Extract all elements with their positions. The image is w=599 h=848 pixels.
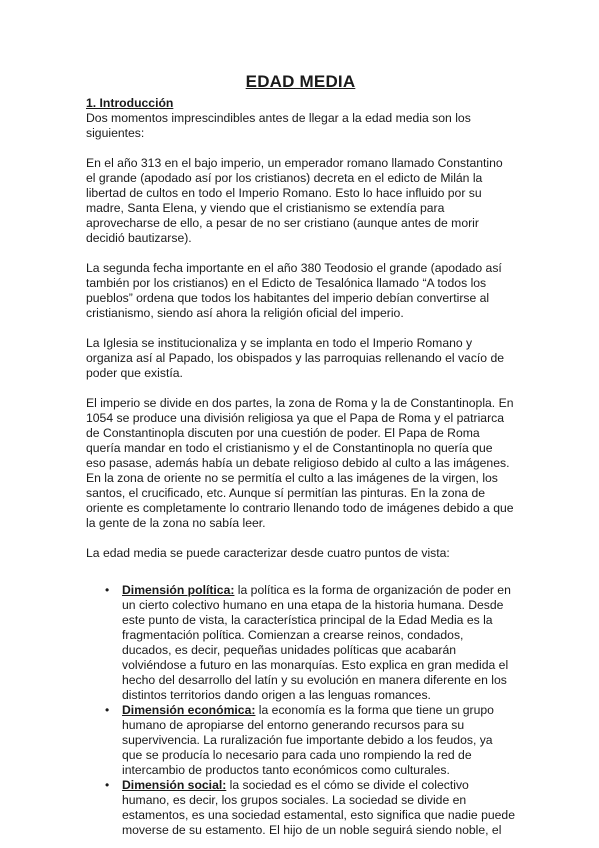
bullet-icon: • [105,703,110,717]
dimension-term: Dimensión social: [122,778,227,792]
dimension-text: la sociedad es el cómo se divide el colectivo humano, es decir, los grupos sociales. La sociedad se divide en estamentos, es una sociedad estamental, esto significa que nadie puede moverse de su estamento. El hijo de un noble seguirá siendo noble, el [122,778,515,837]
dimension-term: Dimensión política: [122,583,235,597]
list-item-dimension-social [105,778,515,838]
dimensions-list [86,583,515,838]
paragraph-division-imperio: El imperio se divide en dos partes, la zona de Roma y la de Constantinopla. En 1054 se produce una división religiosa ya que el Papa de Roma y el patriarca de Constantinopla discuten por una cuestión de poder. El Papa de Roma quería mandar en todo el cristianismo y el de Constantinopla no quería que eso pasase, además había un debate religioso debido al culto a las imágenes. En la zona de oriente no se permitía el culto a las imágenes de la virgen, los santos, el crucificado, etc. Aunque sí permitían las pinturas. En la zona de oriente es completamente lo contrario llenando todo de imágenes debido a que la gente de la zona no sabía leer. [86,396,514,530]
dimension-text: la economía es la forma que tiene un grupo humano de apropiarse del entorno generando recursos para su supervivencia. La ruralización fue importante debido a los feudos, ya que se producía lo necesario para cada uno rompiendo la red de intercambio de productos tanto económicos como culturales. [122,703,494,777]
paragraph-edicto-tesalonica: La segunda fecha importante en el año 380 Teodosio el grande (apodado así también por los cristianos) en el Edicto de Tesalónica llamado “A todos los pueblos” ordena que todos los habitantes del imperio debían convertirse al cristianismo, siendo así ahora la religión oficial del imperio. [86,261,502,320]
section-heading: 1. Introducción [86,96,174,110]
bullet-icon: • [105,778,110,792]
dimension-text: la política es la forma de organización de poder en un cierto colectivo humano en una etapa de la historia humana. Desde este punto de vista, la característica principal de la Edad Media es la fragmentación política. Comienzan a crearse reinos, condados, ducados, es decir, pequeñas unidades políticas que acabarán volviéndose a futuro en las monarquías. Esto explica en gran medida el hecho del desarrollo del latín y su evolución en manera diferente en los distintos territorios dando origen a las lenguas romances. [122,583,511,702]
list-item-dimension-economica [105,703,515,778]
paragraph-edicto-milan: En el año 313 en el bajo imperio, un emperador romano llamado Constantino el grande (apodado así por los cristianos) decreta en el edicto de Milán la libertad de cultos en todo el Imperio Romano. Esto lo hace influido por su madre, Santa Elena, y viendo que el cristianismo se extendía para aprovecharse de ello, a pesar de no ser cristiano (aunque antes de morir decidió bautizarse). [86,156,503,245]
dimension-term: Dimensión económica: [122,703,256,717]
list-item-dimension-politica [105,583,515,703]
paragraph-puntos-de-vista: La edad media se puede caracterizar desde cuatro puntos de vista: [86,546,450,560]
bullet-icon: • [105,583,110,597]
document-title: EDAD MEDIA [245,72,356,91]
paragraph-iglesia: La Iglesia se institucionaliza y se implanta en todo el Imperio Romano y organiza así al Papado, los obispados y las parroquias rellenando el vacío de poder que existía. [86,336,505,380]
intro-paragraph: Dos momentos imprescindibles antes de llegar a la edad media son los siguientes: [86,111,471,140]
